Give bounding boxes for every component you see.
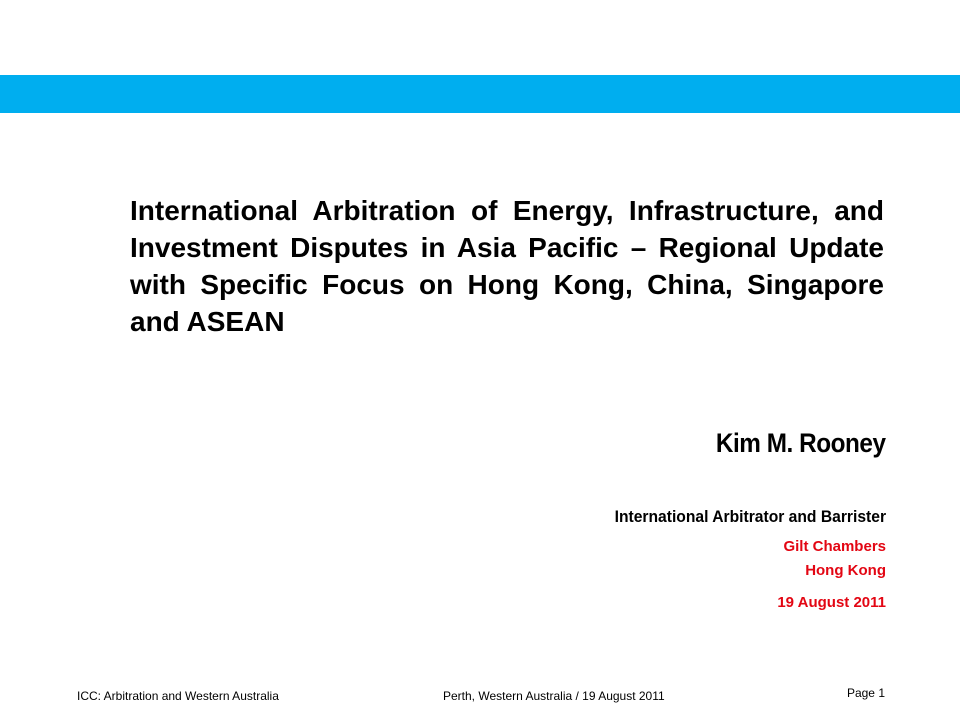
chambers-name: Gilt Chambers [783, 538, 886, 555]
footer-event: ICC: Arbitration and Western Australia [77, 689, 279, 703]
slide-title: International Arbitration of Energy, Infrastructure, and Investment Disputes in Asia Pacific – Regional Update with Specific Focus on Hong Kong, China, Singapore and ASEAN [130, 195, 884, 337]
presentation-date: 19 August 2011 [777, 594, 886, 611]
chambers-city: Hong Kong [805, 562, 886, 579]
header-banner [0, 75, 960, 113]
page-number: Page 1 [846, 686, 885, 700]
author-role: International Arbitrator and Barrister [614, 507, 886, 526]
footer-location-date: Perth, Western Australia / 19 August 2011 [443, 689, 665, 703]
author-name: Kim M. Rooney [716, 428, 886, 458]
